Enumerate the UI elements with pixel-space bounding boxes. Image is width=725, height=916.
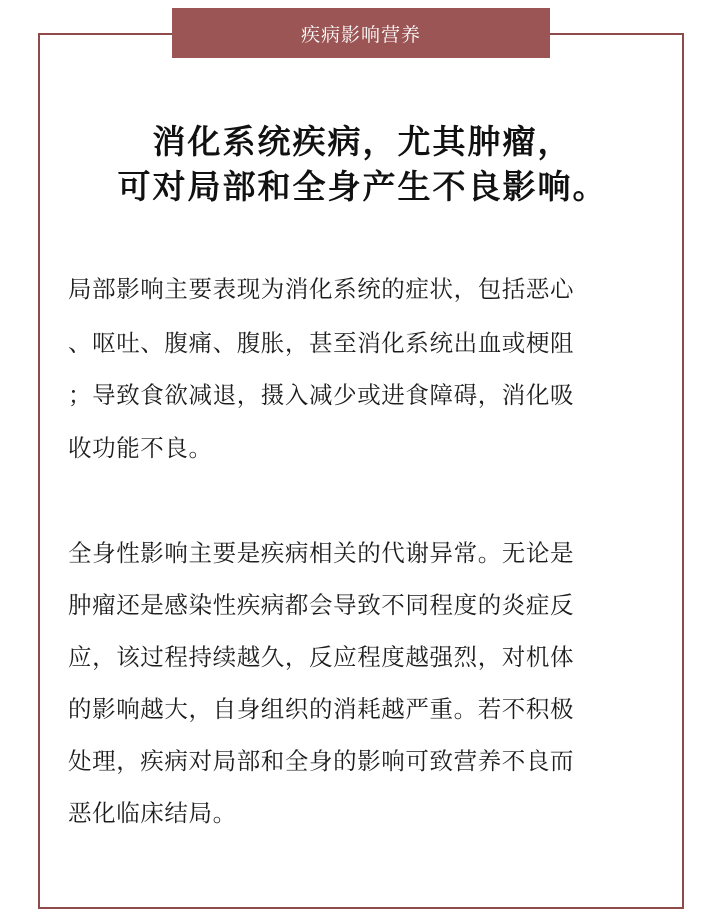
- paragraph-1-line: 收功能不良。: [68, 434, 213, 462]
- headline-line-2: 可对局部和全身产生不良影响。: [117, 167, 608, 206]
- paragraph-1-line: ；导致食欲减退，摄入减少或进食障碍，消化吸: [68, 381, 575, 409]
- section-tab-label: 疾病影响营养: [300, 23, 421, 46]
- section-tab: [172, 8, 550, 58]
- paragraph-2-line: 肿瘤还是感染性疾病都会导致不同程度的炎症反: [68, 591, 575, 619]
- paragraph-2-line: 的影响越大，自身组织的消耗越严重。若不积极: [68, 695, 575, 723]
- paragraph-2-line: 处理，疾病对局部和全身的影响可致营养不良而: [68, 747, 575, 775]
- paragraph-2-line: 恶化临床结局。: [68, 799, 237, 827]
- paragraph-1-line: 、呕吐、腹痛、腹胀，甚至消化系统出血或梗阻: [68, 329, 575, 357]
- headline-line-1: 消化系统疾病，尤其肿瘤，: [152, 122, 573, 161]
- paragraph-1-line: 局部影响主要表现为消化系统的症状，包括恶心: [68, 275, 575, 303]
- paragraph-2-line: 应，该过程持续越久，反应程度越强烈，对机体: [68, 643, 575, 671]
- paragraph-2-line: 全身性影响主要是疾病相关的代谢异常。无论是: [68, 539, 575, 567]
